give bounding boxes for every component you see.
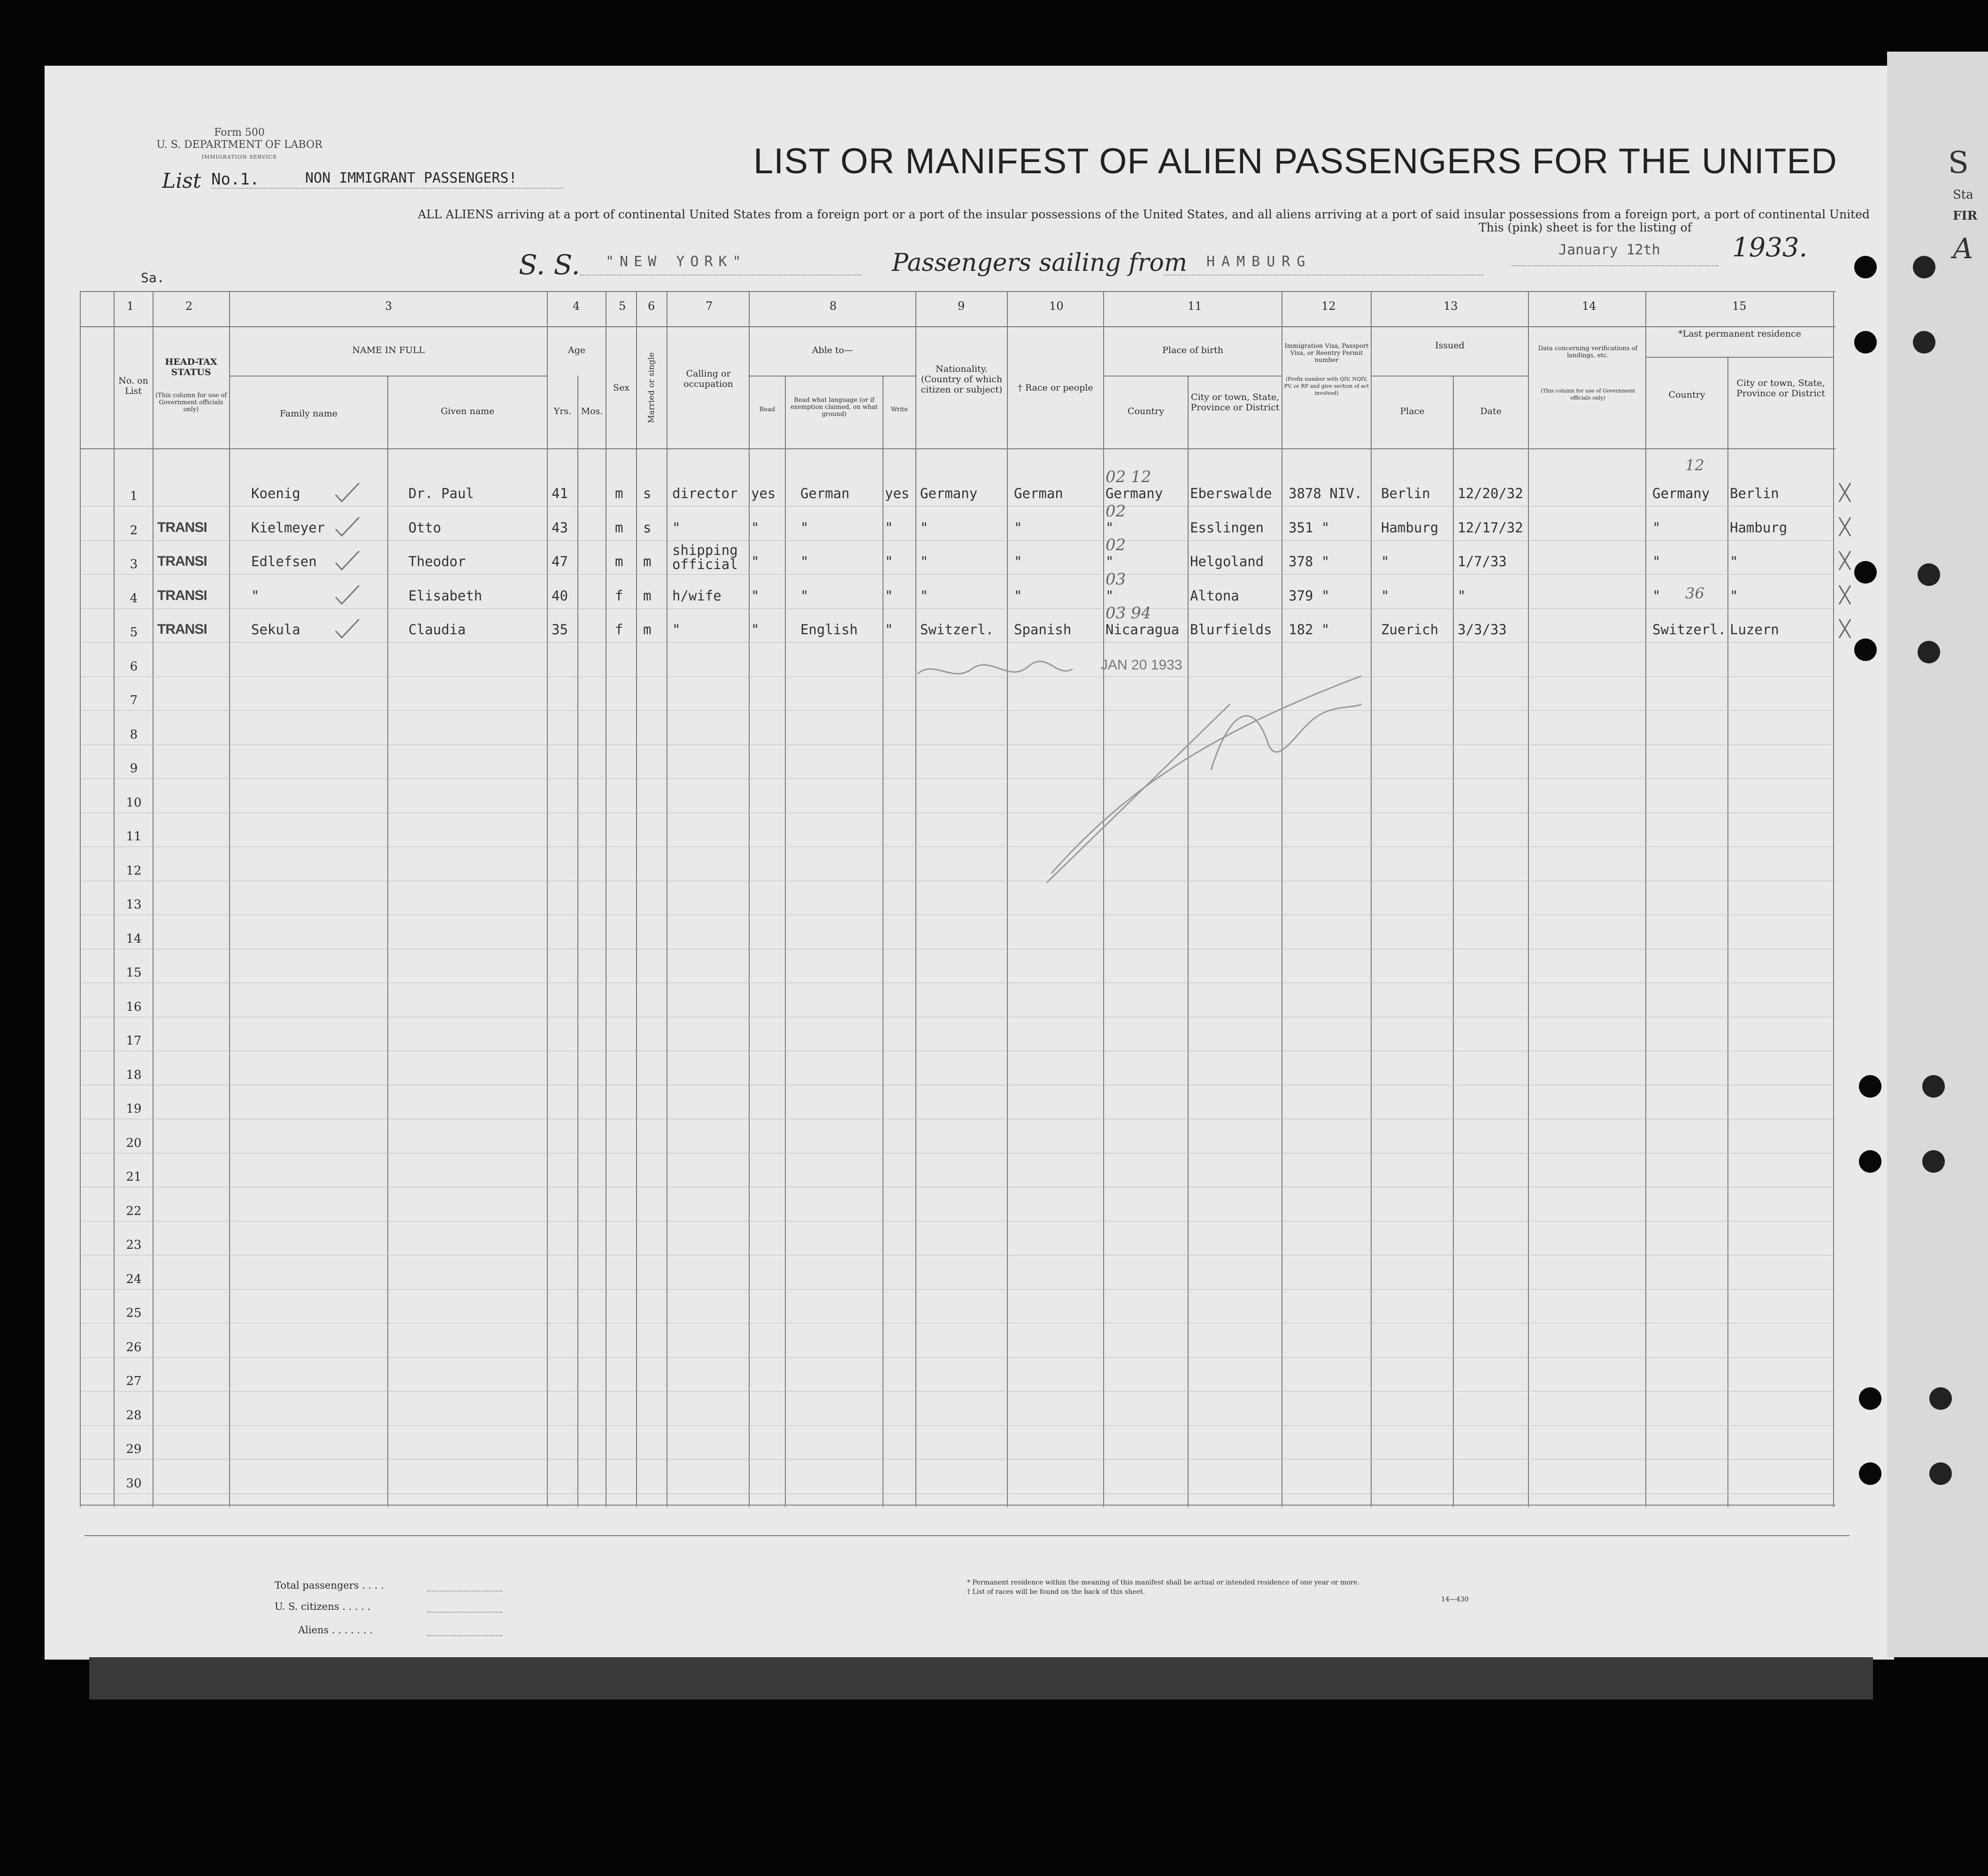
row-number: 26 bbox=[126, 1340, 142, 1354]
row-number: 3 bbox=[130, 557, 138, 571]
passenger-res-country: " bbox=[1652, 554, 1661, 569]
passenger-given: Theodor bbox=[408, 554, 466, 569]
passenger-res-city: " bbox=[1730, 587, 1738, 604]
manifest-table bbox=[80, 291, 1835, 1507]
passenger-language: " bbox=[800, 554, 809, 569]
column-rule bbox=[229, 291, 230, 1507]
passenger-issued-date: 3/3/33 bbox=[1458, 622, 1507, 638]
binder-hole bbox=[1859, 1075, 1881, 1098]
row-number: 2 bbox=[130, 523, 138, 538]
passenger-sex: f bbox=[615, 622, 623, 638]
cross-mark-icon bbox=[1835, 481, 1854, 504]
check-mark-icon bbox=[333, 481, 361, 504]
passenger-write: " bbox=[885, 622, 893, 638]
binder-hole bbox=[1859, 1387, 1881, 1410]
total-dotline bbox=[427, 1591, 502, 1592]
port-of-departure: HAMBURG bbox=[1206, 254, 1312, 270]
passenger-res-city: Hamburg bbox=[1730, 519, 1788, 536]
binder-hole bbox=[1859, 1462, 1881, 1485]
adjacent-page-letter: Sta bbox=[1953, 188, 1973, 202]
passenger-married: m bbox=[643, 622, 652, 638]
citizens-dotline bbox=[427, 1612, 502, 1613]
row-number: 17 bbox=[126, 1034, 142, 1048]
pencil-code: 02 12 bbox=[1105, 468, 1151, 486]
column-rule bbox=[547, 291, 548, 1507]
header-rule bbox=[80, 326, 1835, 327]
passenger-family: Sekula bbox=[251, 622, 300, 638]
total-passengers-label: Total passengers . . . . bbox=[275, 1580, 384, 1591]
header-read-language: Read what language (or if exemption claimed, on what ground) bbox=[791, 397, 878, 418]
row-number: 16 bbox=[126, 1000, 142, 1014]
sailing-date: January 12th bbox=[1558, 242, 1660, 258]
row-rule bbox=[80, 1289, 1835, 1290]
column-rule bbox=[1528, 291, 1529, 1507]
passenger-birth-country: Germany bbox=[1105, 485, 1163, 501]
column-number: 6 bbox=[648, 300, 655, 313]
header-verification-note: (This column for use of Government officials only) bbox=[1540, 388, 1635, 401]
row-rule bbox=[80, 540, 1835, 541]
row-number: 30 bbox=[126, 1476, 142, 1491]
header-head-tax-note: (This column for use of Government officials only) bbox=[155, 392, 227, 413]
passenger-res-city: Luzern bbox=[1730, 622, 1779, 638]
check-mark-icon bbox=[333, 583, 361, 607]
header-rule bbox=[229, 376, 547, 377]
footnote-residence: * Permanent residence within the meaning of this manifest shall be actual or intended residence of one year or more. bbox=[967, 1579, 1360, 1586]
column-rule bbox=[785, 376, 786, 1507]
footer-rule bbox=[84, 1535, 1850, 1536]
passenger-occupation: " bbox=[672, 519, 681, 536]
column-number: 7 bbox=[706, 300, 713, 313]
row-rule bbox=[80, 506, 1835, 507]
port-dotline bbox=[1164, 275, 1483, 276]
passenger-issued-place: " bbox=[1381, 554, 1389, 569]
aliens-label: Aliens . . . . . . . bbox=[298, 1624, 373, 1636]
passenger-given: Otto bbox=[408, 519, 441, 536]
list-number: No.1. bbox=[211, 170, 260, 189]
date-stamp: JAN 20 1933 bbox=[1101, 657, 1182, 673]
passenger-language: English bbox=[800, 622, 858, 638]
passenger-read: " bbox=[751, 587, 760, 604]
list-type: NON IMMIGRANT PASSENGERS! bbox=[305, 170, 517, 186]
passenger-family: " bbox=[251, 587, 260, 604]
pencil-residence-note: 12 bbox=[1685, 456, 1704, 474]
header-married: Married or single bbox=[647, 352, 656, 423]
header-race: † Race or people bbox=[1018, 383, 1093, 393]
passenger-visa: 378 " bbox=[1289, 554, 1330, 569]
row-number: 22 bbox=[126, 1204, 142, 1218]
passenger-birth-country: Nicaragua bbox=[1105, 622, 1180, 638]
passenger-res-city: Berlin bbox=[1730, 485, 1779, 501]
passenger-occupation: shipping official bbox=[672, 542, 738, 572]
passenger-family: Edlefsen bbox=[251, 554, 317, 569]
passenger-nationality: " bbox=[920, 587, 929, 604]
row-number: 13 bbox=[126, 898, 142, 912]
binder-hole bbox=[1854, 331, 1877, 354]
row-rule bbox=[80, 608, 1835, 609]
binder-hole bbox=[1929, 1387, 1952, 1410]
column-number: 15 bbox=[1732, 300, 1747, 313]
header-rule bbox=[1645, 357, 1833, 358]
binder-hole bbox=[1922, 1150, 1945, 1173]
header-place-of-birth: Place of birth bbox=[1162, 345, 1223, 355]
passenger-occupation: " bbox=[672, 622, 681, 638]
ship-name: "NEW YORK" bbox=[606, 254, 747, 270]
passenger-age: 43 bbox=[552, 519, 568, 536]
passenger-given: Dr. Paul bbox=[408, 485, 474, 501]
passenger-res-country: " bbox=[1652, 519, 1661, 536]
header-birth-country: Country bbox=[1128, 406, 1164, 416]
department: U. S. DEPARTMENT OF LABOR bbox=[156, 139, 322, 151]
passenger-married: s bbox=[643, 485, 652, 501]
binder-hole bbox=[1859, 1150, 1881, 1173]
pink-sheet-note: This (pink) sheet is for the listing of bbox=[1479, 221, 1692, 234]
row-number: 9 bbox=[130, 761, 138, 776]
column-number: 13 bbox=[1443, 300, 1458, 313]
column-rule bbox=[387, 376, 388, 1507]
header-res-country: Country bbox=[1668, 390, 1705, 400]
check-mark-icon bbox=[333, 515, 361, 538]
pencil-code: 02 bbox=[1105, 501, 1126, 521]
row-number: 1 bbox=[130, 489, 138, 503]
column-rule bbox=[667, 291, 668, 1507]
passenger-family: Kielmeyer bbox=[251, 519, 325, 536]
passenger-birth-city: Eberswalde bbox=[1190, 485, 1272, 501]
header-birth-city: City or town, State, Province or District bbox=[1190, 392, 1280, 413]
passenger-issued-place: " bbox=[1381, 587, 1389, 604]
passenger-nationality: Germany bbox=[920, 485, 978, 501]
passenger-given: Elisabeth bbox=[408, 587, 483, 604]
check-mark-icon bbox=[333, 549, 361, 572]
passenger-age: 41 bbox=[552, 485, 568, 501]
passenger-age: 47 bbox=[552, 554, 568, 569]
header-issued-date: Date bbox=[1480, 406, 1502, 416]
column-number: 3 bbox=[385, 300, 392, 313]
passenger-nationality: Switzerl. bbox=[920, 622, 994, 638]
cross-mark-icon bbox=[1835, 617, 1854, 640]
cross-mark-icon bbox=[1835, 515, 1854, 538]
column-rule bbox=[153, 291, 154, 1507]
header-issued-place: Place bbox=[1400, 406, 1425, 416]
row-number: 20 bbox=[126, 1136, 142, 1150]
footnote-races: † List of races will be found on the back of this sheet. bbox=[967, 1588, 1145, 1596]
row-rule bbox=[80, 642, 1835, 643]
passenger-occupation: h/wife bbox=[672, 587, 722, 604]
binder-hole bbox=[1929, 1462, 1952, 1485]
passenger-read: " bbox=[751, 622, 760, 638]
row-rule bbox=[80, 778, 1835, 779]
subtitle: ALL ALIENS arriving at a port of continental United States from a foreign port or a port of the insular possessions of the United States, and all aliens arriving at a port of said insular possessions from a foreign port, a port of continental United bbox=[418, 208, 1870, 221]
column-rule bbox=[915, 291, 916, 1507]
row-number: 21 bbox=[126, 1170, 142, 1184]
row-number: 11 bbox=[126, 830, 142, 844]
form-code: 14—430 bbox=[1441, 1596, 1469, 1603]
passenger-issued-date: 1/7/33 bbox=[1458, 554, 1507, 569]
row-number: 14 bbox=[126, 931, 142, 946]
row-number: 12 bbox=[126, 863, 142, 878]
passenger-write: " bbox=[885, 554, 893, 569]
list-dotline bbox=[211, 188, 563, 189]
passenger-birth-country: " bbox=[1105, 554, 1114, 569]
header-rule bbox=[1103, 376, 1282, 377]
passenger-stamp: TRANSI bbox=[157, 519, 207, 535]
list-label: List bbox=[162, 169, 201, 193]
passenger-birth-country: " bbox=[1105, 587, 1114, 604]
header-age: Age bbox=[568, 345, 586, 355]
column-rule bbox=[1188, 376, 1189, 1507]
column-rule bbox=[1007, 291, 1008, 1507]
passenger-stamp: TRANSI bbox=[157, 622, 207, 637]
scan-edge bbox=[89, 1657, 1873, 1699]
binder-hole bbox=[1918, 563, 1940, 586]
adjacent-page bbox=[1887, 52, 1988, 1657]
binder-hole bbox=[1922, 1075, 1945, 1098]
passenger-birth-country: " bbox=[1105, 519, 1114, 536]
passenger-visa: 379 " bbox=[1289, 587, 1330, 604]
column-number: 14 bbox=[1582, 300, 1597, 313]
passenger-issued-date: " bbox=[1458, 587, 1466, 604]
binder-hole bbox=[1854, 256, 1877, 278]
date-dotline bbox=[1512, 265, 1718, 266]
aliens-dotline bbox=[427, 1635, 502, 1636]
column-rule bbox=[1371, 291, 1372, 1507]
column-rule bbox=[749, 291, 750, 1507]
row-number: 25 bbox=[126, 1306, 142, 1320]
passenger-visa: 182 " bbox=[1289, 622, 1330, 638]
passenger-occupation: director bbox=[672, 485, 738, 501]
passenger-visa: 351 " bbox=[1289, 519, 1330, 536]
signature-scribble bbox=[1033, 648, 1371, 892]
header-sex: Sex bbox=[613, 383, 629, 393]
row-number: 29 bbox=[126, 1442, 142, 1456]
row-rule bbox=[80, 574, 1835, 575]
pencil-code: 03 94 bbox=[1105, 604, 1151, 623]
header-last-residence: *Last permanent residence bbox=[1678, 329, 1801, 339]
header-head-tax: HEAD-TAX STATUS bbox=[165, 357, 217, 377]
adjacent-page-letter: A bbox=[1953, 232, 1973, 265]
passenger-stamp: TRANSI bbox=[157, 554, 207, 569]
passenger-birth-city: Altona bbox=[1190, 587, 1239, 604]
passenger-family: Koenig bbox=[251, 485, 300, 501]
header-write: Write bbox=[890, 406, 908, 413]
passenger-race: Spanish bbox=[1014, 622, 1072, 638]
header-visa: Immigration Visa, Passport Visa, or Reentry Permit number bbox=[1284, 343, 1369, 364]
passenger-sex: f bbox=[615, 587, 623, 604]
sailing-year: 1933. bbox=[1732, 232, 1808, 263]
passenger-married: m bbox=[643, 554, 652, 569]
row-rule bbox=[80, 1391, 1835, 1392]
header-no-on-list: No. on List bbox=[118, 376, 148, 396]
adjacent-page-letter: S bbox=[1948, 146, 1969, 180]
row-number: 23 bbox=[126, 1238, 142, 1252]
binder-hole bbox=[1854, 638, 1877, 661]
passenger-sex: m bbox=[615, 554, 623, 569]
passenger-birth-city: Blurfields bbox=[1190, 622, 1272, 638]
passenger-age: 40 bbox=[552, 587, 568, 604]
column-rule bbox=[114, 291, 115, 1507]
header-mos: Mos. bbox=[581, 406, 603, 416]
us-citizens-label: U. S. citizens . . . . . bbox=[275, 1601, 371, 1612]
header-able-to: Able to— bbox=[812, 345, 853, 355]
pencil-residence-note: 36 bbox=[1685, 584, 1704, 602]
row-number: 28 bbox=[126, 1408, 142, 1422]
column-number: 12 bbox=[1321, 300, 1336, 313]
passenger-issued-place: Hamburg bbox=[1381, 519, 1439, 536]
row-number: 15 bbox=[126, 966, 142, 980]
passenger-married: s bbox=[643, 519, 652, 536]
header-rule bbox=[749, 376, 915, 377]
column-rule bbox=[1453, 376, 1454, 1507]
header-name-in-full: NAME IN FULL bbox=[352, 345, 425, 355]
passenger-read: " bbox=[751, 519, 760, 536]
header-family-name: Family name bbox=[280, 408, 338, 419]
column-rule bbox=[577, 376, 578, 1507]
page-title: LIST OR MANIFEST OF ALIEN PASSENGERS FOR THE UNITED bbox=[753, 141, 1837, 181]
header-verification: Data concerning verifications of landings, etc. bbox=[1538, 345, 1638, 359]
header-rule bbox=[1371, 376, 1528, 377]
passenger-sex: m bbox=[615, 485, 623, 501]
header-given-name: Given name bbox=[440, 406, 495, 416]
passenger-read: " bbox=[751, 554, 760, 569]
sailing-label: Passengers sailing from bbox=[892, 249, 1188, 277]
row-number: 27 bbox=[126, 1374, 142, 1388]
ss-label: S. S. bbox=[519, 249, 580, 281]
passenger-write: yes bbox=[885, 485, 910, 501]
row-number: 4 bbox=[130, 591, 138, 606]
column-rule bbox=[1103, 291, 1104, 1507]
row-rule bbox=[80, 1459, 1835, 1460]
cross-mark-icon bbox=[1835, 549, 1854, 572]
row-number: 5 bbox=[130, 625, 138, 639]
sa-label: Sa. bbox=[141, 270, 165, 285]
cross-mark-icon bbox=[1835, 583, 1854, 607]
binder-hole bbox=[1913, 331, 1935, 354]
header-calling: Calling or occupation bbox=[683, 369, 733, 389]
passenger-nationality: " bbox=[920, 519, 929, 536]
passenger-issued-date: 12/20/32 bbox=[1458, 485, 1523, 501]
passenger-language: " bbox=[800, 519, 809, 536]
passenger-married: m bbox=[643, 587, 652, 604]
column-number: 10 bbox=[1049, 300, 1064, 313]
passenger-race: " bbox=[1014, 519, 1022, 536]
binder-hole bbox=[1918, 641, 1940, 663]
pencil-code: 02 bbox=[1105, 536, 1126, 554]
header-rule bbox=[80, 291, 1835, 292]
binder-hole bbox=[1854, 561, 1877, 584]
form-number-block bbox=[150, 127, 329, 163]
column-number: 11 bbox=[1188, 300, 1202, 313]
form-number: Form 500 bbox=[214, 127, 265, 138]
passenger-sex: m bbox=[615, 519, 623, 536]
column-number: 5 bbox=[619, 300, 626, 313]
passenger-res-country: Switzerl. bbox=[1652, 622, 1727, 638]
check-mark-icon bbox=[333, 617, 361, 640]
passenger-issued-place: Berlin bbox=[1381, 485, 1430, 501]
passenger-read: yes bbox=[751, 485, 776, 501]
row-number: 6 bbox=[130, 659, 138, 674]
passenger-visa: 3878 NIV. bbox=[1289, 485, 1363, 501]
column-number: 1 bbox=[127, 300, 134, 313]
row-rule bbox=[80, 846, 1835, 847]
passenger-age: 35 bbox=[552, 622, 568, 638]
passenger-birth-city: Esslingen bbox=[1190, 519, 1264, 536]
row-number: 19 bbox=[126, 1102, 142, 1116]
column-rule bbox=[1727, 357, 1728, 1507]
header-read: Read bbox=[759, 406, 775, 413]
column-number: 2 bbox=[185, 300, 193, 313]
ship-dotline bbox=[580, 275, 861, 276]
row-rule bbox=[80, 710, 1835, 711]
passenger-language: German bbox=[800, 485, 850, 501]
service: IMMIGRATION SERVICE bbox=[201, 154, 277, 160]
column-number: 4 bbox=[573, 300, 580, 313]
passenger-write: " bbox=[885, 519, 893, 536]
passenger-birth-city: Helgoland bbox=[1190, 554, 1264, 569]
header-rule bbox=[80, 448, 1835, 449]
row-number: 10 bbox=[126, 795, 142, 810]
header-issued: Issued bbox=[1435, 340, 1465, 351]
column-number: 9 bbox=[958, 300, 965, 313]
header-res-city: City or town, State, Province or District bbox=[1736, 378, 1825, 399]
passenger-race: German bbox=[1014, 485, 1063, 501]
column-number: 8 bbox=[829, 300, 837, 313]
passenger-stamp: TRANSI bbox=[157, 587, 207, 603]
column-rule bbox=[1645, 291, 1646, 1507]
passenger-write: " bbox=[885, 587, 893, 604]
passenger-issued-date: 12/17/32 bbox=[1458, 519, 1523, 536]
passenger-res-country: " bbox=[1652, 587, 1661, 604]
row-number: 24 bbox=[126, 1272, 142, 1286]
row-rule bbox=[80, 1357, 1835, 1358]
row-rule bbox=[80, 1493, 1835, 1494]
adjacent-page-letter: FIR bbox=[1953, 209, 1978, 223]
passenger-nationality: " bbox=[920, 554, 929, 569]
row-number: 7 bbox=[130, 693, 138, 707]
passenger-race: " bbox=[1014, 554, 1022, 569]
column-rule bbox=[80, 291, 81, 1507]
passenger-res-country: Germany bbox=[1652, 485, 1710, 501]
passenger-given: Claudia bbox=[408, 622, 466, 638]
header-yrs: Yrs. bbox=[553, 406, 572, 416]
passenger-race: " bbox=[1014, 587, 1022, 604]
column-rule bbox=[1833, 291, 1834, 1507]
binder-hole bbox=[1913, 256, 1935, 278]
passenger-language: " bbox=[800, 587, 809, 604]
row-rule bbox=[80, 1425, 1835, 1426]
row-rule bbox=[80, 1221, 1835, 1222]
header-visa-note: (Prefix number with QIV, NQIV, PV, or RP and give section of act involved) bbox=[1284, 376, 1369, 396]
header-nationality: Nationality. (Country of which citizen or subject) bbox=[921, 364, 1003, 395]
table-bottom-rule bbox=[80, 1505, 1835, 1506]
passenger-res-city: " bbox=[1730, 554, 1738, 569]
pencil-code: 03 bbox=[1105, 569, 1126, 589]
column-rule bbox=[636, 291, 637, 1507]
row-number: 18 bbox=[126, 1068, 142, 1082]
passenger-issued-place: Zuerich bbox=[1381, 622, 1439, 638]
row-number: 8 bbox=[130, 727, 138, 742]
